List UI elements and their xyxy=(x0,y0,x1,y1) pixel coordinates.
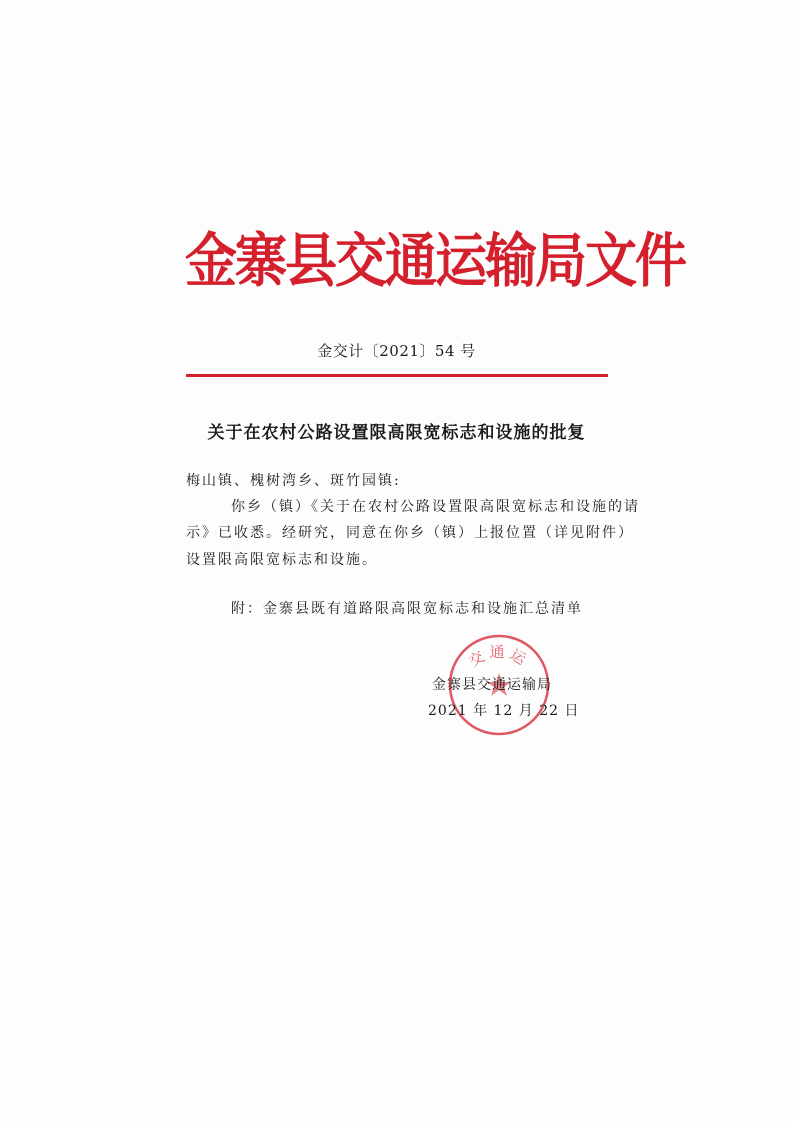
body-line: 示》已收悉。经研究，同意在你乡（镇）上报位置（详见附件） xyxy=(186,525,634,541)
attachment-note: 附：金寨县既有道路限高限宽标志和设施汇总清单 xyxy=(231,601,583,617)
red-divider xyxy=(186,374,608,377)
body-line: 你乡（镇）《关于在农村公路设置限高限宽标志和设施的请 xyxy=(231,499,640,515)
masthead-title: 金寨县交通运输局文件 xyxy=(185,228,686,296)
svg-text:交通运 xyxy=(465,643,532,671)
body-line: 设置限高限宽标志和设施。 xyxy=(186,552,378,568)
document-title: 关于在农村公路设置限高限宽标志和设施的批复 xyxy=(207,423,586,443)
issue-date: 2021 年 12 月 22 日 xyxy=(428,703,580,719)
issuer-name: 金寨县交通运输局 xyxy=(432,677,552,693)
recipients: 梅山镇、槐树湾乡、斑竹园镇: xyxy=(186,473,401,489)
seal-text: 交通运 xyxy=(465,643,533,671)
document-number: 金交计〔2021〕54 号 xyxy=(317,342,476,360)
